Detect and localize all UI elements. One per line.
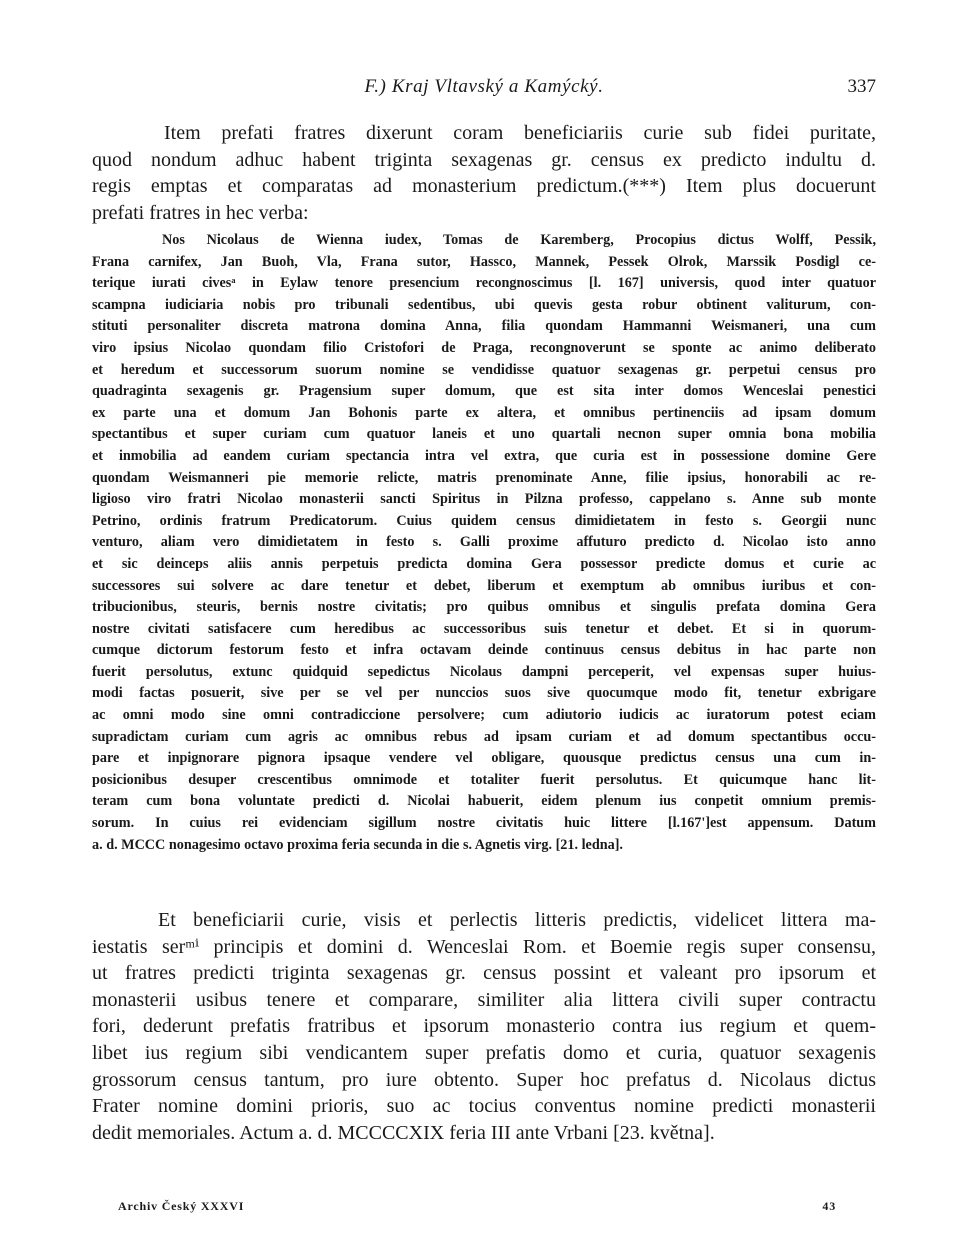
text-line: cumque dictorum festorum festo et infra octavam deinde continuus census debitus in hac parte non: [92, 642, 876, 659]
text-line: scampna iudiciaria nobis pro tribunali sedentibus, ubi quevis gesta robur obtinent valiturum, con-: [92, 296, 876, 313]
text-line: spectantibus et super curiam cum quatuor laneis et uno quartali necnon super omnia bona mobilia: [92, 426, 876, 443]
text-line: modi factas posuerit, sive per se vel per nunccios suos sive quocumque modo fit, tenetur exbrigare: [92, 685, 876, 702]
text-line: posicionibus desuper crescentibus omnimode et totaliter fuerit persolutus. Et quicumque hanc lit-: [92, 771, 876, 788]
paragraph-intro: [92, 120, 876, 226]
running-title: F.) Kraj Vltavský a Kamýcký.: [364, 76, 604, 97]
signature-number: 43: [822, 1199, 836, 1213]
text-line: quod nondum adhuc habent triginta sexagenas gr. census ex predicto indultu d.: [92, 148, 876, 171]
text-line: Et beneficiarii curie, visis et perlectis litteris predictis, videlicet littera ma-: [158, 909, 876, 931]
text-line: quondam Weismanneri pie memorie relicte, matris prenominate Anne, filie ipsius, honorabili ac re-: [92, 469, 876, 486]
text-line: teram cum bona voluntate predicti d. Nicolai habuerit, eidem plenum ius conpetit omnium premis-: [92, 793, 876, 810]
text-line: Frater nomine domini prioris, suo ac tocius conventus nomine predicti monasterii: [92, 1095, 876, 1118]
text-line: ligioso viro fratri Nicolao monasterii sancti Spiritus in Pilzna professo, cappelano s. Anne sub monte: [92, 491, 876, 508]
text-line: prefati fratres in hec verba:: [92, 201, 309, 224]
page-footer: [118, 1199, 836, 1217]
text-line: Petrino, ordinis fratrum Predicatorum. Cuius quidem census dimidietatem in festo s. Georgii nunc: [92, 512, 876, 529]
text-line: Frana carnifex, Jan Buoh, Vla, Frana sutor, Hassco, Mannek, Pessek Olrok, Marssik Posdigl ce-: [92, 253, 876, 270]
text-line: quadraginta sexagenis gr. Pragensium super domum, que est sita inter domos Wenceslai penestici: [92, 383, 876, 400]
text-line: ex parte una et domum Jan Bohonis parte ex altera, et omnibus pertinenciis ad ipsam domum: [92, 404, 876, 421]
text-line: viro ipsius Nicolao quondam filio Cristofori de Praga, recongnoverunt se sponte ac animo deliberato: [92, 339, 876, 356]
text-line: et inmobilia ad eandem curiam spectancia intra vel extra, que curia est in possessione domine Gere: [92, 447, 876, 464]
text-line: grossorum census tantum, pro iure obtento. Super hoc prefatus d. Nicolaus dictus: [92, 1068, 876, 1091]
text-line: sorum. In cuius rei evidenciam sigillum nostre civitatis huic littere [l.167']est appensum. Datum: [92, 815, 876, 832]
text-line: libet ius regium sibi vendicantem super prefatis domo et curia, quatuor sexagenis: [92, 1041, 876, 1064]
text-line: et sic deinceps aliis annis perpetuis predicta domina Gera possessor predicte domus et curie ac: [92, 555, 876, 572]
text-line: ac omni modo sine omni contradiccione persolvere; cum adiutorio iudicis ac iuratorum potest eciam: [92, 707, 876, 724]
text-line: regis emptas et comparatas ad monasterium predictum.(***) Item plus docuerunt: [92, 175, 876, 197]
paragraph-closing: [92, 907, 876, 1146]
text-line: Item prefati fratres dixerunt coram beneficiariis curie sub fidei puritate,: [164, 122, 876, 144]
page-number: 337: [847, 76, 876, 97]
text-line: ut fratres predicti triginta sexagenas gr. census possint et valeant pro ipsorum et: [92, 962, 876, 985]
text-line: iestatis serᵐⁱ principis et domini d. Wenceslai Rom. et Boemie regis super consensu,: [92, 935, 876, 958]
text-line: tribucionibus, steuris, bernis nostre civitatis; pro quibus omnibus et singulis prefata domina Gera: [92, 599, 876, 616]
text-line: fuerit persolutus, extunc quidquid sepedictus Nicolaus dampni perceperit, vel expensas super huius-: [92, 663, 876, 680]
text-line: monasterii usibus tenere et comparare, similiter alia littera civili super contractu: [92, 988, 876, 1011]
text-line: nostre civitati satisfacere cum heredibus ac successoribus suis tenetur et debet. Et si in quorum-: [92, 620, 876, 637]
text-line: stituti personaliter discreta matrona domina Anna, filia quondam Hammanni Weismaneri, una cum: [92, 318, 876, 335]
text-line: Nos Nicolaus de Wienna iudex, Tomas de Karemberg, Procopius dictus Wolff, Pessik,: [162, 232, 876, 248]
text-line: terique iurati civesᵃ in Eylaw tenore presencium recongnoscimus [l. 167] universis, quod inter quatuor: [92, 275, 876, 292]
text-line: venturo, aliam vero dimidietatem in festo s. Galli proxime affuturo predicto d. Nicolao isto anno: [92, 534, 876, 551]
text-line: successores sui solvere ac dare tenetur et debet, liberum et exemptum ab omnibus iuribus et con-: [92, 577, 876, 594]
text-line: fori, dederunt prefatis fratribus et ipsorum monasterio contra ius regium et quem-: [92, 1015, 876, 1038]
page-header: [92, 76, 876, 102]
text-line: supradictam curiam cum agris ac omnibus rebus ad ipsam curiam et ad domum spectantibus occu-: [92, 728, 876, 745]
charter-text: [92, 230, 876, 856]
text-line: pare et inpignorare pignora ipsaque vendere vel obligare, quousque predictus census una cum in-: [92, 750, 876, 767]
text-line: et heredum et successorum suorum nomine se vendidisse quatuor sexagenas gr. perpetui census pro: [92, 361, 876, 378]
text-line: dedit memoriales. Actum a. d. MCCCCXIX feria III ante Vrbani [23. května].: [92, 1121, 715, 1144]
text-line: a. d. MCCC nonagesimo octavo proxima feria secunda in die s. Agnetis virg. [21. ledna].: [92, 836, 623, 853]
printer-signature: Archiv Český XXXVI: [118, 1199, 245, 1213]
